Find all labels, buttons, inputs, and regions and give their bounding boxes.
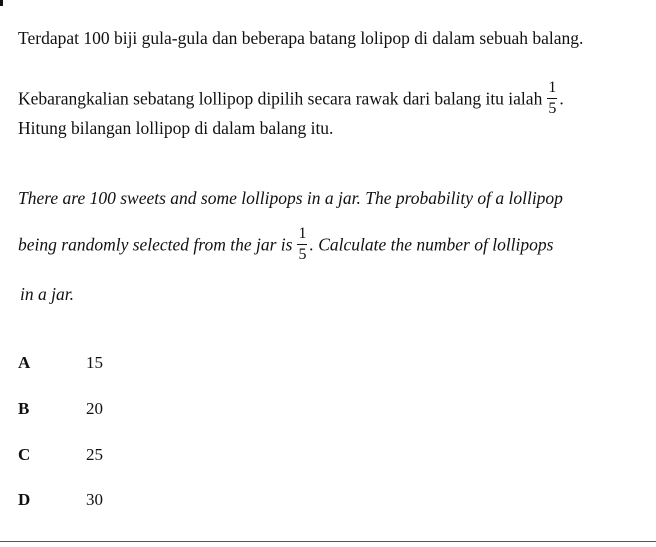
english-fraction-numerator: 1 bbox=[297, 226, 307, 245]
english-fraction-denominator: 5 bbox=[298, 246, 307, 263]
english-line-2-end: . Calculate the number of lollipops bbox=[309, 234, 554, 255]
malay-line-2-text: Kebarangkalian sebatang lollipop dipilih secara rawak dari balang itu ialah bbox=[18, 88, 543, 109]
english-line-1: There are 100 sweets and some lollipops in a jar. The probability of a lollipop bbox=[18, 188, 563, 208]
top-left-mark bbox=[0, 0, 3, 6]
malay-line-1: Terdapat 100 biji gula-gula dan beberapa batang lolipop di dalam sebuah balang. bbox=[18, 28, 584, 48]
malay-fraction bbox=[547, 80, 557, 117]
option-d-letter: D bbox=[18, 490, 31, 509]
option-c-letter: C bbox=[18, 445, 31, 464]
bottom-divider bbox=[0, 541, 656, 542]
option-c-value: 25 bbox=[86, 445, 103, 464]
option-b-letter: B bbox=[18, 399, 30, 418]
option-a-letter: A bbox=[18, 353, 31, 372]
malay-fraction-denominator: 5 bbox=[548, 100, 557, 117]
english-line-3: in a jar. bbox=[20, 284, 74, 304]
option-d-value: 30 bbox=[86, 490, 103, 509]
option-a-value: 15 bbox=[86, 353, 103, 372]
english-line-2-text: being randomly selected from the jar is bbox=[18, 234, 293, 255]
malay-fraction-numerator: 1 bbox=[547, 80, 557, 99]
english-line-2 bbox=[18, 225, 554, 265]
malay-line-2-end: . bbox=[559, 88, 564, 109]
malay-line-3: Hitung bilangan lollipop di dalam balang itu. bbox=[18, 118, 334, 138]
option-b-value: 20 bbox=[86, 399, 103, 418]
malay-line-2 bbox=[18, 79, 564, 119]
english-fraction bbox=[297, 226, 307, 263]
